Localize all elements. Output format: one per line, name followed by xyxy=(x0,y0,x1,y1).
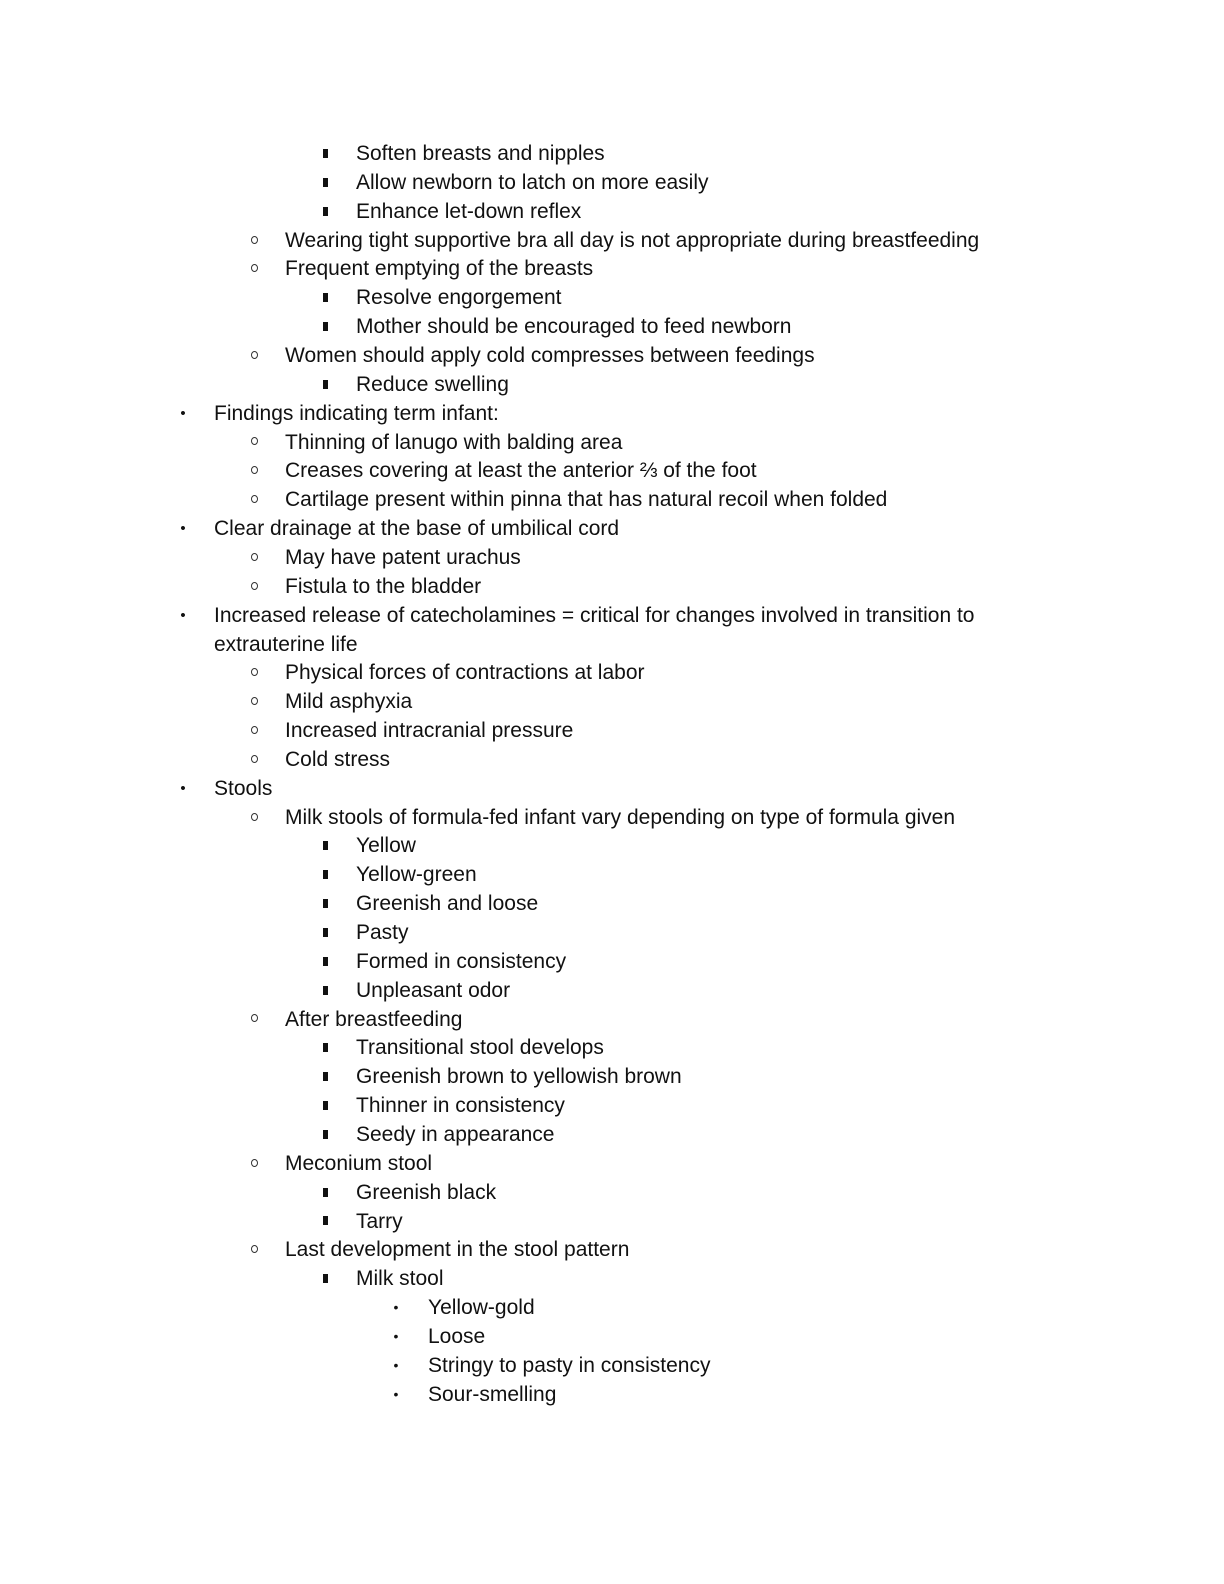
list-item-text: Increased release of catecholamines = critical for changes involved in transition to xyxy=(214,603,975,627)
bullet-square-icon xyxy=(315,1033,335,1062)
list-item-text: Allow newborn to latch on more easily xyxy=(356,170,709,194)
bullet-square-icon xyxy=(315,1120,335,1149)
list-item-text: Mild asphyxia xyxy=(285,690,413,714)
list-item-text: Yellow xyxy=(356,834,416,858)
list-item-text: Meconium stool xyxy=(285,1151,433,1175)
bullet-square-icon xyxy=(315,889,335,918)
bullet-circle-icon xyxy=(244,428,264,457)
bullet-circle-icon xyxy=(244,745,264,774)
bullet-circle-icon xyxy=(244,485,264,514)
bullet-circle-icon xyxy=(244,1149,264,1178)
bullet-circle-icon xyxy=(244,1005,264,1034)
bullet-disc-icon: • xyxy=(180,779,186,797)
list-item-text: Milk stool xyxy=(356,1267,444,1291)
list-item-text: Enhance let-down reflex xyxy=(356,199,582,223)
bullet-square-icon xyxy=(315,831,335,860)
bullet-circle-icon xyxy=(244,658,264,687)
bullet-circle-icon xyxy=(244,572,264,601)
bullet-disc-icon: • xyxy=(393,1299,399,1315)
list-item-text: Clear drainage at the base of umbilical cord xyxy=(214,517,620,540)
bullet-square-icon xyxy=(315,370,335,399)
list-item-text: Physical forces of contractions at labor xyxy=(285,661,645,685)
list-item-text: Findings indicating term infant: xyxy=(214,401,499,425)
list-item-text: Yellow-green xyxy=(356,863,477,887)
list-item-text: Stools xyxy=(214,776,273,800)
list-item-text: Greenish and loose xyxy=(356,892,539,916)
list-item-text: Loose xyxy=(428,1324,486,1348)
bullet-circle-icon xyxy=(244,254,264,283)
list-item-text: Wearing tight supportive bra all day is not appropriate during breastfeeding xyxy=(285,228,980,252)
bullet-square-icon xyxy=(315,1091,335,1120)
list-item-text: Increased intracranial pressure xyxy=(285,719,574,742)
bullet-square-icon xyxy=(315,1062,335,1091)
list-item-text: Stringy to pasty in consistency xyxy=(428,1353,711,1377)
bullet-disc-icon: • xyxy=(393,1385,399,1402)
bullet-disc-icon: • xyxy=(180,520,186,537)
list-item-text: Fistula to the bladder xyxy=(285,574,482,598)
list-item-text: Resolve engorgement xyxy=(356,286,562,310)
bullet-circle-icon xyxy=(244,1235,264,1264)
bullet-square-icon xyxy=(315,1207,335,1236)
bullet-circle-icon xyxy=(244,803,264,832)
bullet-square-icon xyxy=(315,283,335,312)
bullet-square-icon xyxy=(315,1178,335,1207)
bullet-square-icon xyxy=(315,168,335,197)
bullet-square-icon xyxy=(315,1264,335,1293)
list-item-text: Tarry xyxy=(356,1209,403,1233)
list-item-text: Formed in consistency xyxy=(356,949,567,973)
list-item-text: After breastfeeding xyxy=(285,1007,463,1031)
bullet-disc-icon: • xyxy=(393,1327,399,1344)
list-item-text: Soften breasts and nipples xyxy=(356,142,605,165)
list-item-text: Unpleasant odor xyxy=(356,978,511,1002)
bullet-circle-icon xyxy=(244,226,264,255)
list-item-text: Cartilage present within pinna that has natural recoil when folded xyxy=(285,488,888,512)
bullet-disc-icon: • xyxy=(180,606,186,624)
list-item-text: Cold stress xyxy=(285,747,391,771)
list-item-text: Women should apply cold compresses between feedings xyxy=(285,344,815,367)
list-item-text: extrauterine life xyxy=(214,632,358,656)
list-item-text: Transitional stool develops xyxy=(356,1036,604,1060)
bullet-square-icon xyxy=(315,197,335,226)
bullet-square-icon xyxy=(315,947,335,976)
bullet-square-icon xyxy=(315,918,335,947)
bullet-disc-icon: • xyxy=(180,404,186,422)
bullet-square-icon xyxy=(315,312,335,341)
list-item-text: Seedy in appearance xyxy=(356,1122,555,1146)
list-item-text: Thinner in consistency xyxy=(356,1094,565,1118)
list-item-text: Reduce swelling xyxy=(356,372,509,396)
bullet-square-icon xyxy=(315,860,335,889)
bullet-circle-icon xyxy=(244,716,264,745)
bullet-square-icon xyxy=(315,139,335,168)
bullet-circle-icon xyxy=(244,456,264,485)
bullet-circle-icon xyxy=(244,341,264,370)
list-item-text: May have patent urachus xyxy=(285,545,521,569)
list-item-text: Greenish black xyxy=(356,1180,497,1204)
list-item-text: Sour-smelling xyxy=(428,1382,557,1406)
list-item-text: Mother should be encouraged to feed newborn xyxy=(356,315,792,339)
bullet-circle-icon xyxy=(244,543,264,572)
bullet-disc-icon: • xyxy=(393,1356,399,1373)
list-item-text: Milk stools of formula-fed infant vary depending on type of formula given xyxy=(285,805,956,829)
list-item-text: Yellow-gold xyxy=(428,1296,535,1319)
list-item-text: Frequent emptying of the breasts xyxy=(285,257,594,281)
list-item-text: Greenish brown to yellowish brown xyxy=(356,1065,682,1089)
bullet-circle-icon xyxy=(244,687,264,716)
list-item-text: Pasty xyxy=(356,921,409,944)
list-item-text: Thinning of lanugo with balding area xyxy=(285,430,623,454)
list-item-text: Creases covering at least the anterior ⅔ of the foot xyxy=(285,459,757,483)
list-item-text: Last development in the stool pattern xyxy=(285,1238,630,1262)
bullet-square-icon xyxy=(315,976,335,1005)
